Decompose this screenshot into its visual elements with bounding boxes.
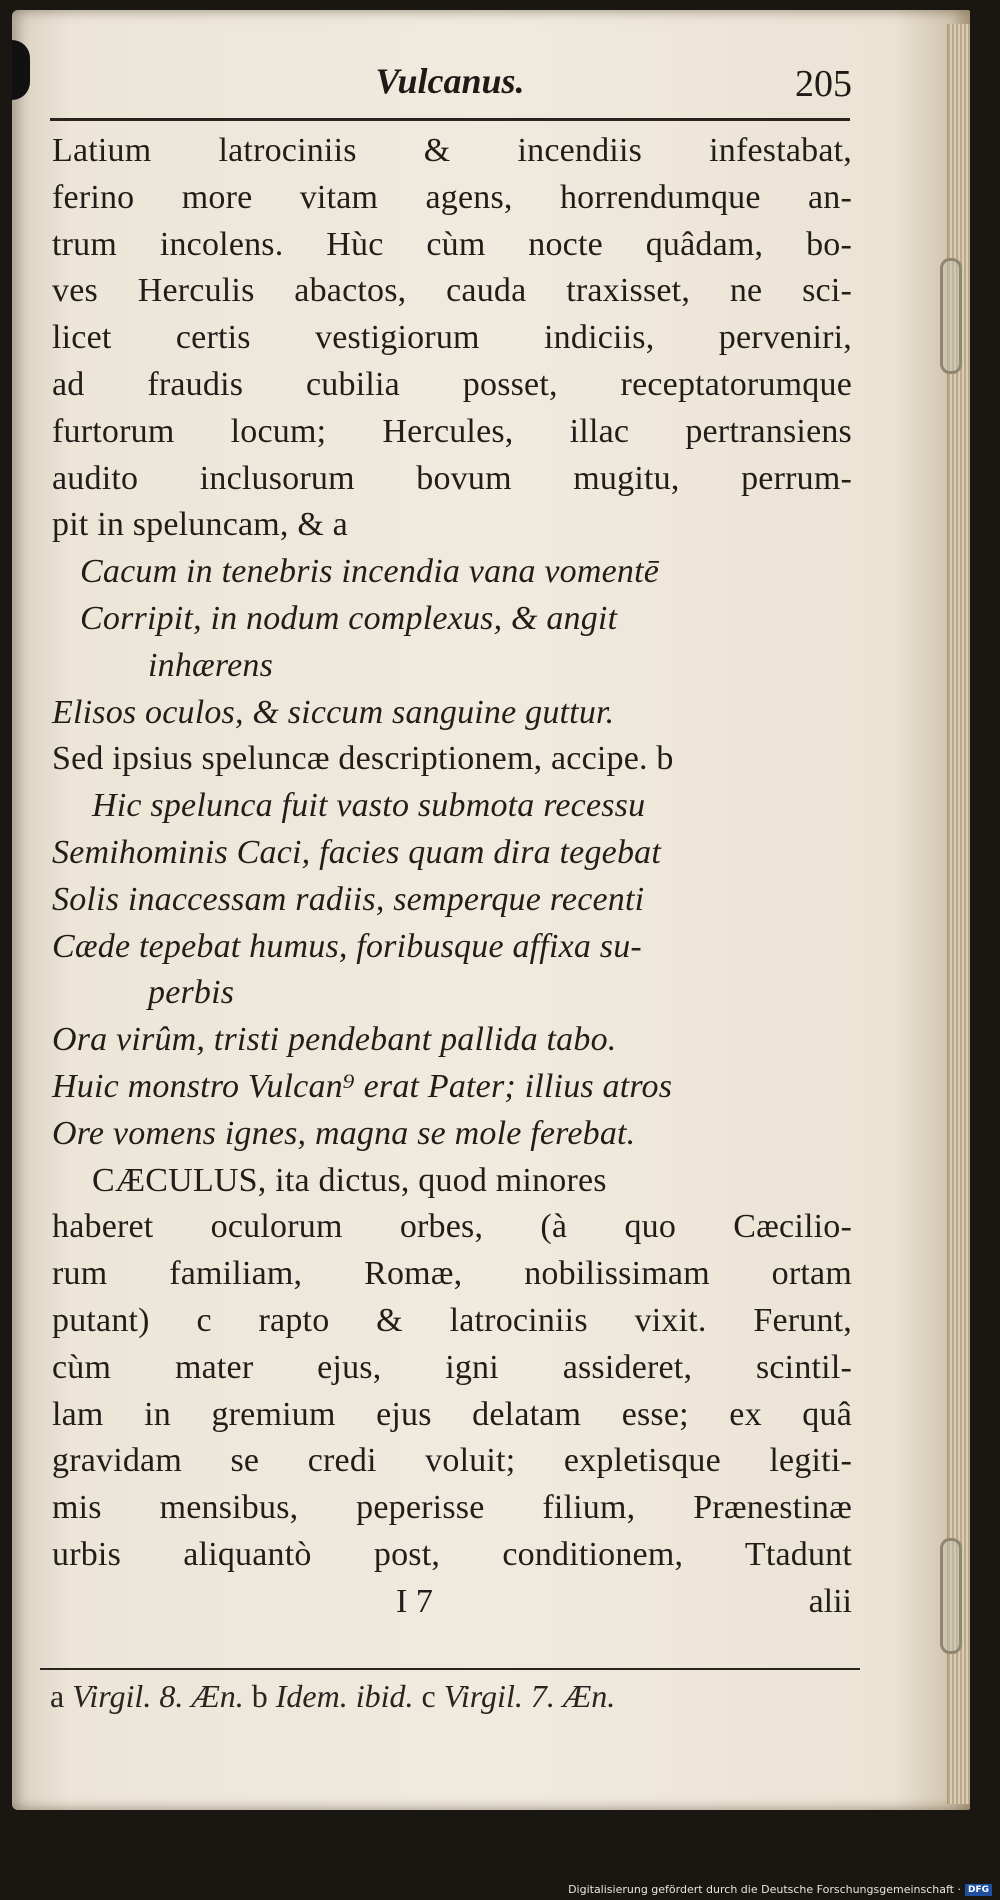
footnote-ref-b: Idem. ibid. (275, 1678, 414, 1714)
page-number: 205 (795, 63, 852, 105)
text-line: Corripit, in nodum complexus, & angit (80, 599, 618, 637)
text-line: Huic monstro Vulcan⁹ erat Pater; illius atros (52, 1067, 673, 1105)
text-line: Elisos oculos, & siccum sanguine guttur. (52, 693, 615, 731)
footnote-mark-b: b (251, 1678, 268, 1714)
text-line: gravidam se credi voluit; expletisque legiti- (52, 1442, 852, 1480)
text-line: ferino more vitam agens, horrendumque an- (52, 178, 852, 216)
footnote (50, 1678, 870, 1715)
body-text (52, 128, 852, 1625)
credit-text: Digitalisierung gefördert durch die Deutsche Forschungsgemeinschaft · (568, 1883, 961, 1896)
text-line: Sed ipsius speluncæ descriptionem, accipe. b (52, 740, 674, 778)
page-clip-top (940, 258, 962, 374)
signature-line (52, 1579, 852, 1625)
text-line: ves Herculis abactos, cauda traxisset, ne sci- (52, 272, 852, 310)
digitization-credit (568, 1883, 992, 1896)
running-title: Vulcanus. (375, 61, 525, 101)
text-line: perbis (148, 974, 235, 1012)
page-clip-bottom (940, 1538, 962, 1654)
text-line: Semihominis Caci, facies quam dira tegebat (52, 833, 661, 871)
text-line: pit in speluncam, & a (52, 506, 348, 544)
text-line: lam in gremium ejus delatam esse; ex quâ (52, 1395, 852, 1433)
text-line: furtorum locum; Hercules, illac pertransiens (52, 412, 852, 450)
binding-shadow (12, 40, 30, 100)
text-line: Ore vomens ignes, magna se mole ferebat. (52, 1114, 636, 1152)
text-line: haberet oculorum orbes, (à quo Cæcilio- (52, 1208, 852, 1246)
catchword: alii (808, 1582, 852, 1620)
text-line: Cacum in tenebris incendia vana vomentē (80, 553, 660, 591)
text-line: Cæde tepebat humus, foribusque affixa su- (52, 927, 642, 965)
text-line: CÆCULUS, ita dictus, quod minores (92, 1161, 607, 1199)
text-line: Hic spelunca fuit vasto submota recessu (92, 787, 646, 825)
text-line: ad fraudis cubilia posset, receptatorumque (52, 365, 852, 403)
text-line: audito inclusorum bovum mugitu, perrum- (52, 459, 852, 497)
text-line: urbis aliquantò post, conditionem, Ttadunt (52, 1535, 852, 1573)
text-line: Latium latrociniis & incendiis infestabat, (52, 132, 852, 169)
signature-mark: I 7 (396, 1582, 433, 1620)
text-line: inhærens (148, 646, 274, 684)
scan-footer (0, 1810, 1000, 1900)
text-line: putant) c rapto & latrociniis vixit. Ferunt, (52, 1301, 852, 1339)
page-header (50, 60, 850, 120)
dfg-logo: DFG (965, 1884, 992, 1896)
text-line: rum familiam, Romæ, nobilissimam ortam (52, 1255, 852, 1293)
header-rule (50, 118, 850, 121)
text-line: cùm mater ejus, igni assideret, scintil- (52, 1348, 852, 1386)
text-line: trum incolens. Hùc cùm nocte quâdam, bo- (52, 225, 852, 263)
footnote-mark-c: c (421, 1678, 436, 1714)
footnote-ref-a: Virgil. 8. Æn. (72, 1678, 244, 1714)
text-line: Ora virûm, tristi pendebant pallida tabo. (52, 1021, 617, 1059)
text-line: Solis inaccessam radiis, semperque recenti (52, 880, 645, 918)
footnote-mark-a: a (50, 1678, 65, 1714)
footnote-ref-c: Virgil. 7. Æn. (443, 1678, 616, 1714)
text-line: licet certis vestigiorum indiciis, perveniri, (52, 319, 852, 357)
text-line: mis mensibus, peperisse filium, Prænestinæ (52, 1489, 852, 1527)
footnote-rule (40, 1668, 860, 1670)
